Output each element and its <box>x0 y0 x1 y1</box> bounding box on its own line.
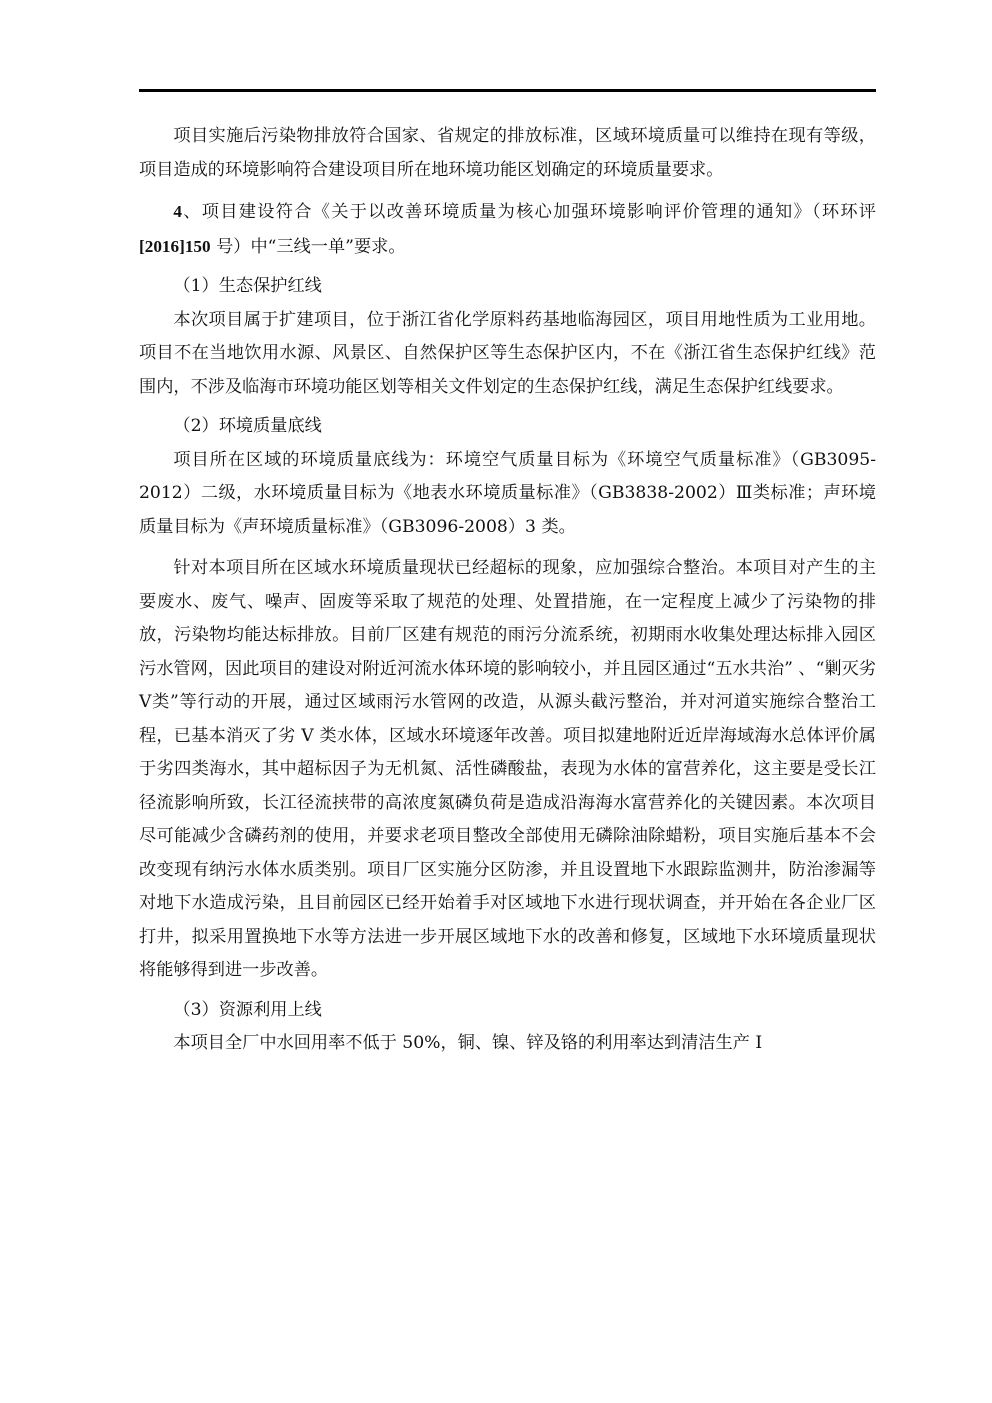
text-segment: 号）中“三线一单”要求。 <box>210 236 406 257</box>
header-rule <box>139 89 876 92</box>
doc-number: [2016]150 <box>139 236 211 256</box>
section-heading-ecology: （1）生态保护红线 <box>173 276 322 296</box>
section-heading-resources: （3）资源利用上线 <box>173 999 322 1020</box>
paragraph-compliance: 项目实施后污染物排放符合国家、省规定的排放标准，区域环境质量可以维持在现有等级，项目造成的环境影响符合建设项目所在地环境功能区划确定的环境质量要求。 <box>139 126 876 180</box>
paragraph-water-remediation: 针对本项目所在区域水环境质量现状已经超标的现象，应加强综合整治。本项目对产生的主要废水、废气、噪声、固废等采取了规范的处理、处置措施，在一定程度上减少了污染物的排放，污染物均能达标排放。目前厂区建有规范的雨污分流系统，初期雨水收集处理达标排入园区污水管网，因此项目的建设对附近河流水体环境的影响较小，并且园区通过“五水共治” 、“剿灭劣Ⅴ类”等行动的开展，通过区域雨污水管网的改造，从源头截污整治，并对河道实施综合整治工程，已基本消灭了劣 Ⅴ 类水体，区域水环境逐年改善。项目拟建地附近近岸海域海水总体评价属于劣四类海水，其中超标因子为无机氮、活性磷酸盐，表现为水体的富营养化，这主要是受长江径流影响所致，长江径流挟带的高浓度氮磷负荷是造成沿海海水富营养化的关键因素。本次项目尽可能减少含磷药剂的使用，并要求老项目整改全部使用无磷除油除蜡粉，项目实施后基本不会改变现有纳污水体水质类别。项目厂区实施分区防渗，并且设置地下水跟踪监测井，防治渗漏等对地下水造成污染，且目前园区已经开始着手对区域地下水进行现状调查，并开始在各企业厂区打井，拟采用置换地下水等方法进一步开展区域地下水的改善和修复，区域地下水环境质量现状将能够得到进一步改善。 <box>139 558 876 980</box>
document-body <box>139 120 876 1061</box>
paragraph-three-lines-heading <box>139 195 876 264</box>
paragraph-ecology: 本次项目属于扩建项目，位于浙江省化学原料药基地临海园区，项目用地性质为工业用地。项目不在当地饮用水源、风景区、自然保护区等生态保护区内，不在《浙江省生态保护红线》范围内，不涉及临海市环境功能区划等相关文件划定的生态保护红线，满足生态保护红线要求。 <box>139 309 876 397</box>
item-number: 4 <box>173 202 182 221</box>
section-heading-env-quality: （2）环境质量底线 <box>173 416 322 436</box>
paragraph-resources: 本项目全厂中水回用率不低于 50%，铜、镍、锌及铬的利用率达到清洁生产 Ⅰ <box>173 1033 763 1053</box>
text-segment: 、项目建设符合《关于以改善环境质量为核心加强环境影响评价管理的通知》（环环评 <box>181 202 876 222</box>
paragraph-env-quality: 项目所在区域的环境质量底线为：环境空气质量目标为《环境空气质量标准》（GB3095-2012）二级，水环境质量目标为《地表水环境质量标准》（GB3838-2002）Ⅲ类标准；声环境质量目标为《声环境质量标准》（GB3096-2008）3 类。 <box>139 449 876 537</box>
